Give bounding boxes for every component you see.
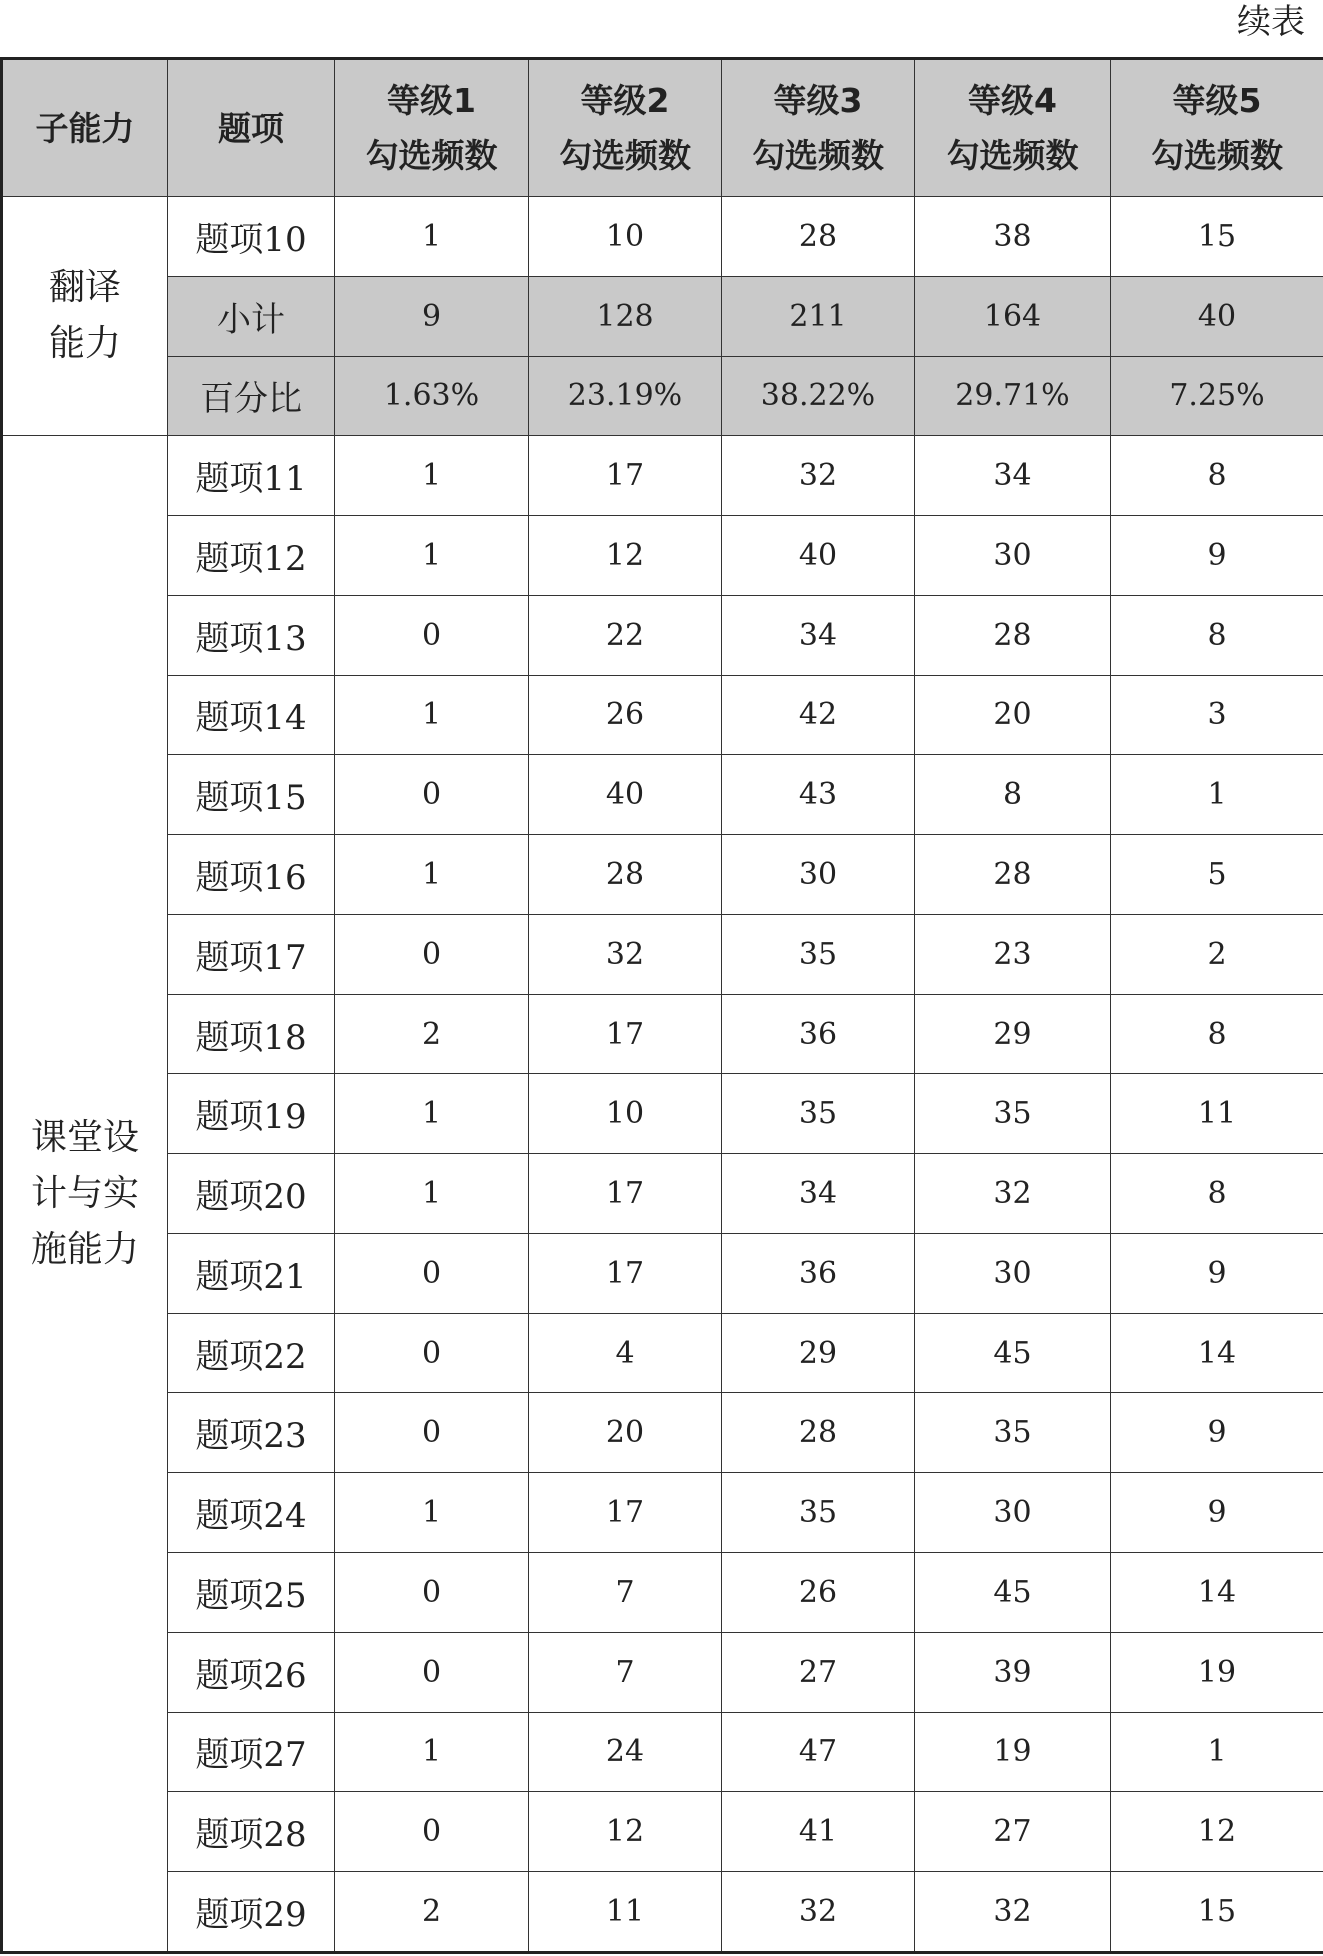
item-cell: 题项28 <box>168 1792 335 1872</box>
level-5-count-cell: 14 <box>1111 1553 1323 1633</box>
level-3-count-cell: 29 <box>722 1313 915 1393</box>
level-5-count-cell: 19 <box>1111 1632 1323 1712</box>
level-1-count-cell: 0 <box>335 1233 529 1313</box>
level-2-count-cell: 22 <box>529 595 722 675</box>
table-row <box>2 755 1323 835</box>
level-5-count-cell: 3 <box>1111 675 1323 755</box>
table-row <box>2 994 1323 1074</box>
table-row <box>2 1632 1323 1712</box>
level-5-count-cell: 8 <box>1111 595 1323 675</box>
level-5-count-cell: 12 <box>1111 1792 1323 1872</box>
level-2-count-cell: 10 <box>529 197 722 277</box>
level-1-count-cell: 9 <box>335 276 529 356</box>
level-1-count-cell: 2 <box>335 1872 529 1953</box>
level-5-count-cell: 8 <box>1111 994 1323 1074</box>
level-2-count-cell: 23.19% <box>529 356 722 436</box>
level-4-count-cell: 39 <box>915 1632 1111 1712</box>
level-1-count-cell: 1 <box>335 1473 529 1553</box>
level-5-count-cell: 9 <box>1111 1393 1323 1473</box>
level-4-count-cell: 45 <box>915 1553 1111 1633</box>
level-1-count-cell: 0 <box>335 1553 529 1633</box>
level-4-count-cell: 35 <box>915 1393 1111 1473</box>
level-4-count-cell: 29 <box>915 994 1111 1074</box>
level-3-count-cell: 42 <box>722 675 915 755</box>
table-body <box>2 197 1323 1953</box>
level-1-count-cell: 1 <box>335 1712 529 1792</box>
level-5-count-cell: 15 <box>1111 197 1323 277</box>
item-cell: 题项20 <box>168 1154 335 1234</box>
item-cell: 题项24 <box>168 1473 335 1553</box>
item-cell: 题项18 <box>168 994 335 1074</box>
level-5-count-cell: 1 <box>1111 1712 1323 1792</box>
level-1-count-cell: 0 <box>335 1632 529 1712</box>
level-1-count-cell: 1 <box>335 675 529 755</box>
level-3-count-cell: 211 <box>722 276 915 356</box>
table-row <box>2 914 1323 994</box>
level-2-count-cell: 7 <box>529 1632 722 1712</box>
item-cell: 题项22 <box>168 1313 335 1393</box>
header-level-3: 等级3 勾选频数 <box>722 59 915 197</box>
level-4-count-cell: 32 <box>915 1154 1111 1234</box>
table-row <box>2 1313 1323 1393</box>
header-level-5: 等级5 勾选频数 <box>1111 59 1323 197</box>
frequency-table <box>0 57 1323 1954</box>
level-2-count-cell: 17 <box>529 994 722 1074</box>
level-2-count-cell: 40 <box>529 755 722 835</box>
level-1-count-cell: 0 <box>335 1393 529 1473</box>
level-5-count-cell: 40 <box>1111 276 1323 356</box>
item-cell: 题项25 <box>168 1553 335 1633</box>
level-4-count-cell: 38 <box>915 197 1111 277</box>
level-5-count-cell: 7.25% <box>1111 356 1323 436</box>
table-row <box>2 595 1323 675</box>
level-1-count-cell: 0 <box>335 595 529 675</box>
level-4-count-cell: 28 <box>915 835 1111 915</box>
table-row <box>2 516 1323 596</box>
level-1-count-cell: 1 <box>335 516 529 596</box>
level-3-count-cell: 41 <box>722 1792 915 1872</box>
level-1-count-cell: 1 <box>335 436 529 516</box>
table-row <box>2 1233 1323 1313</box>
item-cell: 题项29 <box>168 1872 335 1953</box>
level-3-count-cell: 47 <box>722 1712 915 1792</box>
table-row <box>2 1792 1323 1872</box>
header-row <box>2 59 1323 197</box>
level-4-count-cell: 19 <box>915 1712 1111 1792</box>
item-cell: 小计 <box>168 276 335 356</box>
level-3-count-cell: 43 <box>722 755 915 835</box>
level-3-count-cell: 35 <box>722 914 915 994</box>
table-row <box>2 1712 1323 1792</box>
header-level-4: 等级4 勾选频数 <box>915 59 1111 197</box>
level-3-count-cell: 36 <box>722 994 915 1074</box>
table-row <box>2 835 1323 915</box>
level-3-count-cell: 26 <box>722 1553 915 1633</box>
level-5-count-cell: 9 <box>1111 1233 1323 1313</box>
level-3-count-cell: 28 <box>722 197 915 277</box>
level-5-count-cell: 8 <box>1111 1154 1323 1234</box>
level-1-count-cell: 0 <box>335 914 529 994</box>
level-4-count-cell: 34 <box>915 436 1111 516</box>
item-cell: 题项17 <box>168 914 335 994</box>
level-5-count-cell: 2 <box>1111 914 1323 994</box>
level-1-count-cell: 0 <box>335 1313 529 1393</box>
level-2-count-cell: 28 <box>529 835 722 915</box>
level-4-count-cell: 30 <box>915 1473 1111 1553</box>
level-2-count-cell: 12 <box>529 516 722 596</box>
item-cell: 题项27 <box>168 1712 335 1792</box>
level-5-count-cell: 14 <box>1111 1313 1323 1393</box>
continued-table-label: 续表 <box>1237 2 1305 42</box>
level-3-count-cell: 32 <box>722 1872 915 1953</box>
level-5-count-cell: 1 <box>1111 755 1323 835</box>
sub-ability-cell: 课堂设 计与实 施能力 <box>2 436 168 1953</box>
level-3-count-cell: 27 <box>722 1632 915 1712</box>
level-4-count-cell: 164 <box>915 276 1111 356</box>
table-row <box>2 356 1323 436</box>
item-cell: 题项14 <box>168 675 335 755</box>
item-cell: 题项26 <box>168 1632 335 1712</box>
level-1-count-cell: 0 <box>335 755 529 835</box>
level-4-count-cell: 35 <box>915 1074 1111 1154</box>
level-1-count-cell: 1 <box>335 1154 529 1234</box>
level-4-count-cell: 30 <box>915 1233 1111 1313</box>
header-level-2: 等级2 勾选频数 <box>529 59 722 197</box>
level-2-count-cell: 17 <box>529 1233 722 1313</box>
level-3-count-cell: 35 <box>722 1473 915 1553</box>
level-1-count-cell: 1 <box>335 835 529 915</box>
item-cell: 题项19 <box>168 1074 335 1154</box>
header-level-1: 等级1 勾选频数 <box>335 59 529 197</box>
level-3-count-cell: 40 <box>722 516 915 596</box>
level-5-count-cell: 8 <box>1111 436 1323 516</box>
table-row <box>2 197 1323 277</box>
level-4-count-cell: 45 <box>915 1313 1111 1393</box>
level-3-count-cell: 36 <box>722 1233 915 1313</box>
level-2-count-cell: 20 <box>529 1393 722 1473</box>
item-cell: 题项15 <box>168 755 335 835</box>
level-4-count-cell: 20 <box>915 675 1111 755</box>
level-2-count-cell: 7 <box>529 1553 722 1633</box>
level-4-count-cell: 23 <box>915 914 1111 994</box>
level-4-count-cell: 29.71% <box>915 356 1111 436</box>
sub-ability-cell: 翻译 能力 <box>2 197 168 436</box>
level-4-count-cell: 8 <box>915 755 1111 835</box>
table-row <box>2 436 1323 516</box>
level-5-count-cell: 15 <box>1111 1872 1323 1953</box>
level-3-count-cell: 32 <box>722 436 915 516</box>
level-4-count-cell: 30 <box>915 516 1111 596</box>
table-row <box>2 1473 1323 1553</box>
header-sub-ability: 子能力 <box>2 59 168 197</box>
level-2-count-cell: 17 <box>529 1154 722 1234</box>
level-2-count-cell: 24 <box>529 1712 722 1792</box>
header-item: 题项 <box>168 59 335 197</box>
level-2-count-cell: 10 <box>529 1074 722 1154</box>
level-3-count-cell: 28 <box>722 1393 915 1473</box>
level-2-count-cell: 11 <box>529 1872 722 1953</box>
table-row <box>2 1154 1323 1234</box>
level-1-count-cell: 2 <box>335 994 529 1074</box>
level-2-count-cell: 17 <box>529 1473 722 1553</box>
table-row <box>2 1553 1323 1633</box>
level-3-count-cell: 35 <box>722 1074 915 1154</box>
item-cell: 题项16 <box>168 835 335 915</box>
level-5-count-cell: 5 <box>1111 835 1323 915</box>
level-3-count-cell: 38.22% <box>722 356 915 436</box>
level-3-count-cell: 30 <box>722 835 915 915</box>
level-3-count-cell: 34 <box>722 1154 915 1234</box>
table-row <box>2 1393 1323 1473</box>
item-cell: 题项12 <box>168 516 335 596</box>
item-cell: 题项21 <box>168 1233 335 1313</box>
level-4-count-cell: 28 <box>915 595 1111 675</box>
level-2-count-cell: 26 <box>529 675 722 755</box>
level-5-count-cell: 9 <box>1111 1473 1323 1553</box>
level-1-count-cell: 1 <box>335 1074 529 1154</box>
level-3-count-cell: 34 <box>722 595 915 675</box>
level-5-count-cell: 11 <box>1111 1074 1323 1154</box>
item-cell: 百分比 <box>168 356 335 436</box>
item-cell: 题项11 <box>168 436 335 516</box>
item-cell: 题项10 <box>168 197 335 277</box>
level-4-count-cell: 27 <box>915 1792 1111 1872</box>
table-row <box>2 1074 1323 1154</box>
level-1-count-cell: 0 <box>335 1792 529 1872</box>
level-4-count-cell: 32 <box>915 1872 1111 1953</box>
table-row <box>2 675 1323 755</box>
item-cell: 题项23 <box>168 1393 335 1473</box>
item-cell: 题项13 <box>168 595 335 675</box>
level-1-count-cell: 1.63% <box>335 356 529 436</box>
level-1-count-cell: 1 <box>335 197 529 277</box>
table-row <box>2 276 1323 356</box>
level-2-count-cell: 4 <box>529 1313 722 1393</box>
level-2-count-cell: 32 <box>529 914 722 994</box>
level-2-count-cell: 128 <box>529 276 722 356</box>
level-5-count-cell: 9 <box>1111 516 1323 596</box>
table-row <box>2 1872 1323 1953</box>
level-2-count-cell: 17 <box>529 436 722 516</box>
level-2-count-cell: 12 <box>529 1792 722 1872</box>
